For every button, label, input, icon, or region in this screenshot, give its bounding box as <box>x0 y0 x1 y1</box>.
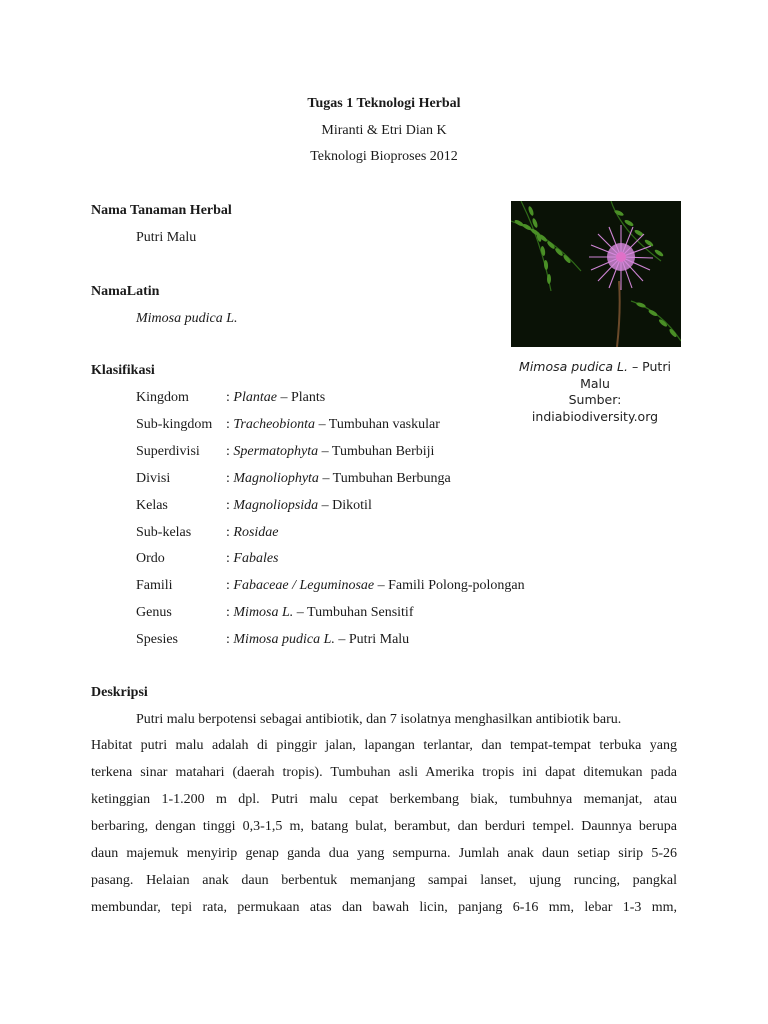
klasifikasi-heading: Klasifikasi <box>91 363 155 378</box>
caption-line-2: Malu <box>580 375 610 391</box>
separator: : <box>226 390 234 405</box>
rank-label: Ordo <box>136 551 165 566</box>
caption-line-1 <box>505 359 685 376</box>
taxon-meaning: – Tumbuhan Berbunga <box>318 471 451 486</box>
taxon-name: Fabaceae / Leguminosae <box>233 578 375 593</box>
classification-row <box>136 631 409 648</box>
separator: : <box>226 632 234 647</box>
taxon-meaning: – Famili Polong-polongan <box>374 578 525 593</box>
taxon-name: Mimosa pudica L. <box>233 632 335 647</box>
taxon-meaning: – Putri Malu <box>334 632 410 647</box>
program-year: Teknologi Bioproses 2012 <box>310 149 458 164</box>
rank-label: Sub-kingdom <box>136 417 213 432</box>
latin-heading: NamaLatin <box>91 284 160 299</box>
separator: : <box>226 605 234 620</box>
description-line: ketinggian 1-1.200 m dpl. Putri malu cepat berkembang biak, tumbuhnya memanjat, atau <box>91 792 677 807</box>
taxon-meaning: – Dikotil <box>318 498 372 513</box>
classification-row <box>136 524 279 541</box>
classification-row <box>136 550 279 567</box>
rank-label: Famili <box>136 578 173 593</box>
taxon-name: Magnoliopsida <box>233 498 319 513</box>
taxon-name: Tracheobionta <box>233 417 316 432</box>
description-line: daun majemuk menyirip genap ganda dua yang sempurna. Jumlah anak daun setiap sirip 5-26 <box>91 846 677 861</box>
photo-caption <box>505 359 685 425</box>
separator: : <box>226 444 234 459</box>
separator: : <box>226 498 234 513</box>
separator: : <box>226 551 234 566</box>
description-line: berbaring, dengan tinggi 0,3-1,5 m, batang bulat, berambut, dan berduri tempel. Daunnya berupa <box>91 819 677 834</box>
rank-label: Superdivisi <box>136 444 200 459</box>
description-line: Habitat putri malu adalah di pinggir jalan, lapangan terlantar, dan tempat-tempat terbuka yang <box>91 738 677 753</box>
authors: Miranti & Etri Dian K <box>321 123 447 138</box>
taxon-name: Plantae <box>233 390 277 405</box>
taxon-meaning: – Tumbuhan Sensitif <box>293 605 414 620</box>
separator: : <box>226 525 234 540</box>
mimosa-flower-photo <box>511 201 681 347</box>
separator: : <box>226 417 234 432</box>
rank-label: Kingdom <box>136 390 189 405</box>
rank-label: Divisi <box>136 471 171 486</box>
rank-label: Spesies <box>136 632 178 647</box>
separator: : <box>226 471 234 486</box>
caption-common: – Putri <box>627 359 671 374</box>
classification-row <box>136 443 434 460</box>
taxon-name: Mimosa L. <box>233 605 294 620</box>
taxon-name: Rosidae <box>233 525 279 540</box>
description-line: terkena sinar matahari (daerah tropis). Tumbuhan asli Amerika tropis ini dapat ditemukan pada <box>91 765 677 780</box>
description-line: pasang. Helaian anak daun berbentuk memanjang sampai lanset, ujung runcing, pangkal <box>91 873 677 888</box>
classification-row <box>136 416 440 433</box>
separator: : <box>226 578 234 593</box>
rank-label: Genus <box>136 605 172 620</box>
caption-species: Mimosa pudica L. <box>519 359 628 374</box>
classification-row <box>136 470 451 487</box>
deskripsi-heading: Deskripsi <box>91 685 148 700</box>
nama-value: Putri Malu <box>136 230 197 245</box>
nama-heading: Nama Tanaman Herbal <box>91 203 232 218</box>
caption-source: indiabiodiversity.org <box>531 408 659 424</box>
classification-row <box>136 604 414 621</box>
taxon-meaning: – Tumbuhan Berbiji <box>318 444 435 459</box>
classification-row <box>136 577 525 594</box>
classification-row <box>136 389 325 406</box>
taxon-name: Fabales <box>233 551 279 566</box>
caption-line-3: Sumber: <box>568 392 622 407</box>
classification-row <box>136 497 372 514</box>
taxon-name: Magnoliophyta <box>233 471 319 486</box>
rank-label: Kelas <box>136 498 168 513</box>
taxon-meaning: – Plants <box>276 390 326 405</box>
rank-label: Sub-kelas <box>136 525 192 540</box>
description-line: membundar, tepi rata, permukaan atas dan bawah licin, panjang 6-16 mm, lebar 1-3 mm, <box>91 900 677 915</box>
taxon-meaning: – Tumbuhan vaskular <box>315 417 440 432</box>
latin-value: Mimosa pudica L. <box>136 311 238 326</box>
document-title: Tugas 1 Teknologi Herbal <box>307 96 461 111</box>
description-line: Putri malu berpotensi sebagai antibiotik, dan 7 isolatnya menghasilkan antibiotik baru. <box>136 712 622 727</box>
taxon-name: Spermatophyta <box>233 444 319 459</box>
